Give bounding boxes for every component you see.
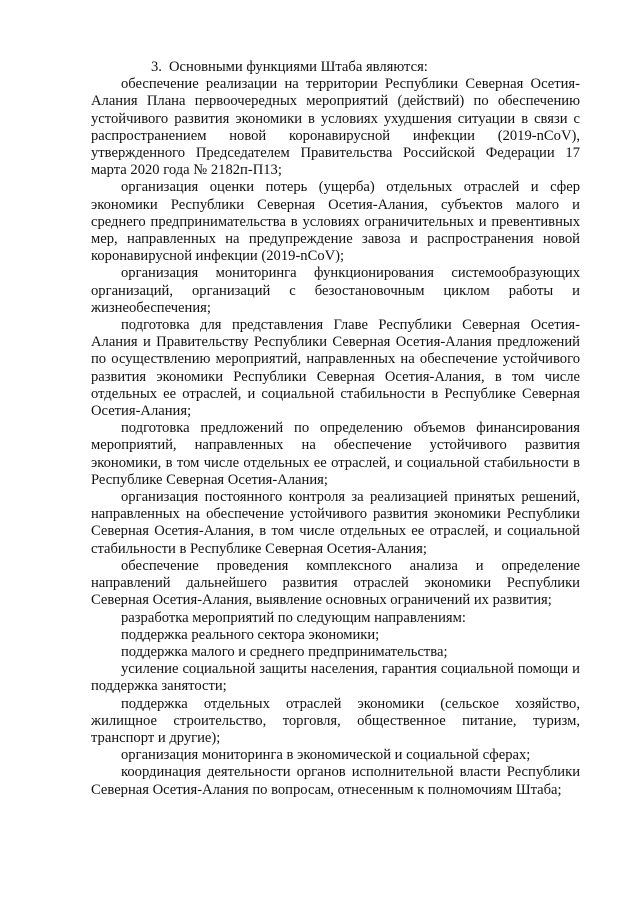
paragraph-control: организация постоянного контроля за реализацией принятых решений, направленных на обеспечение устойчивого развития экономики Республики Северная Осетия-Алания, в том числе отдельных ее отраслей, и социальной стабильности в Республике Северная Осетия-Алания; [91, 489, 580, 557]
paragraph-plan-implementation: обеспечение реализации на территории Республики Северная Осетия-Алания Плана первоочередных мероприятий (действий) по обеспечению устойчивого развития экономики в условиях ухудшения ситуации в связи с распространением новой коронавирусной инфекции (2019-nCoV), утвержденного Председателем Правительства Российской Федерации 17 марта 2020 года № 2182п-П13; [91, 76, 580, 179]
paragraph-monitoring-organizations: организация мониторинга функционирования системообразующих организаций, организаций с безостановочным циклом работы и жизнеобеспечения; [91, 265, 580, 316]
paragraph-monitoring-spheres: организация мониторинга в экономической и социальной сферах; [121, 747, 531, 764]
paragraph-measures-directions: разработка мероприятий по следующим направлениям: [121, 609, 466, 626]
paragraph-coordination: координация деятельности органов исполнительной власти Республики Северная Осетия-Алания по вопросам, отнесенным к полномочиям Штаба; [91, 764, 580, 798]
paragraph-real-sector-support: поддержка реального сектора экономики; [121, 626, 380, 643]
section-number: 3. [151, 59, 162, 75]
paragraph-loss-assessment: организация оценки потерь (ущерба) отдельных отраслей и сфер экономики Республики Северная Осетия-Алания, субъектов малого и среднего предпринимательства в условиях ограничительных и превентивных мер, направленных на предупреждение завоза и распространения новой коронавирусной инфекции (2019-nCoV); [91, 179, 580, 265]
paragraph-sme-support: поддержка малого и среднего предпринимательства; [121, 643, 448, 660]
section-heading [91, 59, 580, 76]
paragraph-industry-support: поддержка отдельных отраслей экономики (сельское хозяйство, жилищное строительство, торговля, общественное питание, туризм, транспорт и другие); [91, 695, 580, 746]
document-body [91, 59, 580, 799]
section-title: Основными функциями Штаба являются: [169, 59, 428, 75]
paragraph-financing-proposals: подготовка предложений по определению объемов финансирования мероприятий, направленных на обеспечение устойчивого развития экономики, в том числе отдельных ее отраслей, и социальной стабильности в Республике Северная Осетия-Алания; [91, 420, 580, 488]
paragraph-analysis: обеспечение проведения комплексного анализа и определение направлений дальнейшего развития отраслей экономики Республики Северная Осетия-Алания, выявление основных ограничений их развития; [91, 557, 580, 609]
paragraph-social-protection: усиление социальной защиты населения, гарантия социальной помощи и поддержка занятости; [91, 661, 580, 695]
paragraph-proposals-to-head: подготовка для представления Главе Республики Северная Осетия-Алания и Правительству Республики Северная Осетия-Алания предложений по осуществлению мероприятий, направленных на обеспечение устойчивого развития экономики Республики Северная Осетия-Алания, в том числе отдельных ее отраслей, и социальной стабильности в Республике Северная Осетия-Алания; [91, 317, 580, 420]
